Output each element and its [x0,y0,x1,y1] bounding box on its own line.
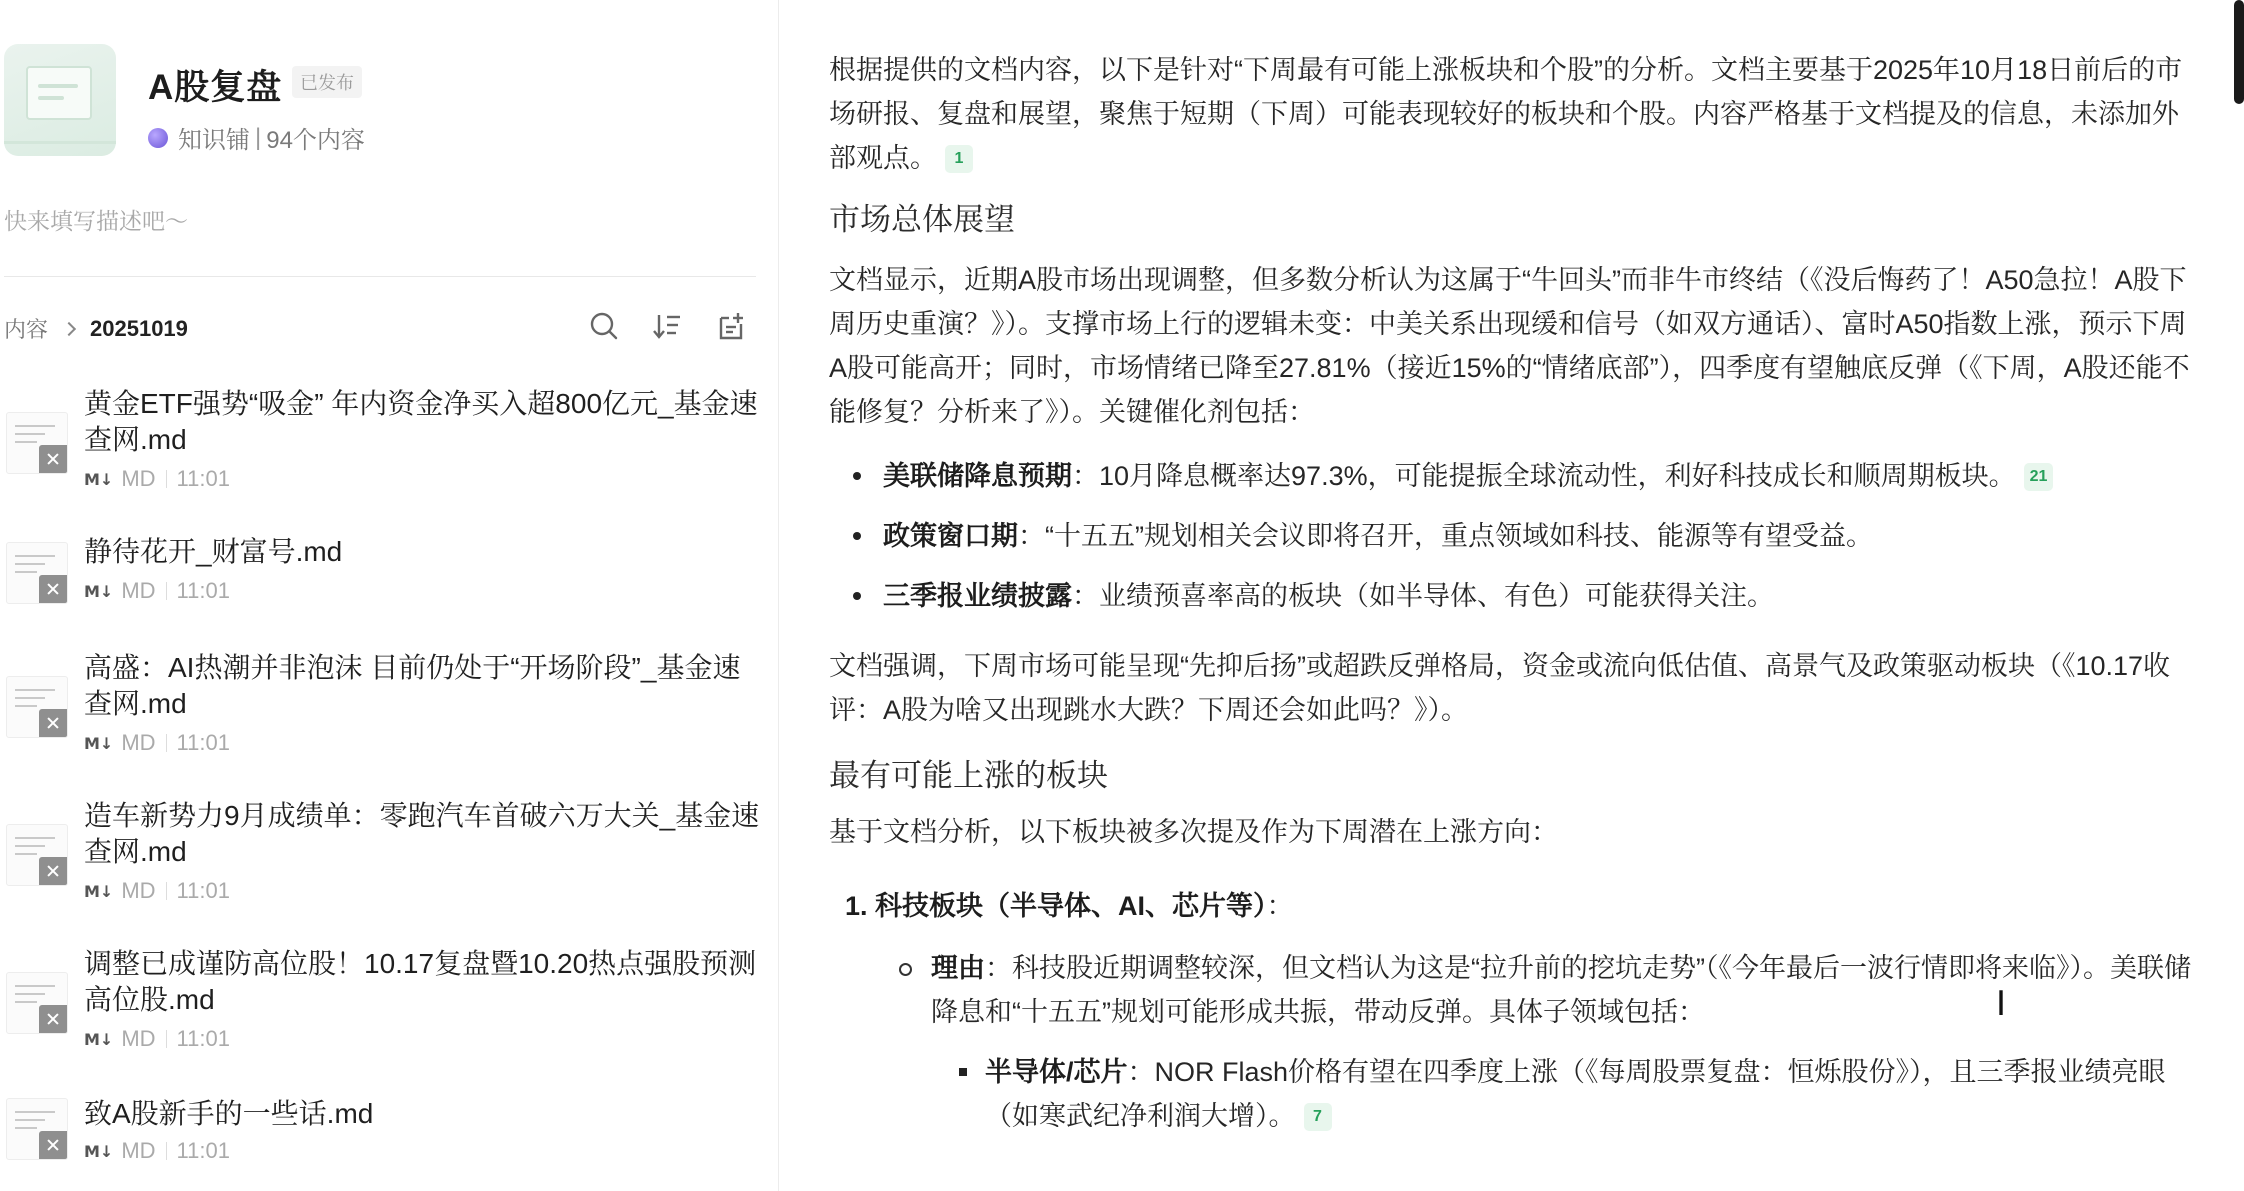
scrollbar[interactable] [2234,0,2244,104]
description-field[interactable]: 快来填写描述吧～ [4,208,188,234]
kb-meta: 知识铺 | 94个内容 [148,120,365,155]
file-type: MD [121,1138,156,1163]
file-meta [84,466,230,492]
file-name[interactable]: 高盛：AI热潮并非泡沫 目前仍处于“开场阶段”_基金速查网.md [84,652,741,719]
expand-icon [39,445,67,473]
citation-badge[interactable]: 21 [2024,463,2054,491]
kb-title[interactable]: A股复盘 [148,68,283,107]
knowledge-base-panel [0,0,779,1191]
text-cursor-icon: I [1996,984,2007,1024]
file-meta [84,1138,230,1164]
file-time: 11:01 [176,1138,230,1163]
markdown-icon: M↓ [84,1141,114,1161]
ordered-list-item: 1. 科技板块（半导体、AI、芯片等）： [845,891,1294,921]
avatar [148,128,168,148]
kb-cover-image [4,44,116,156]
status-badge: 已发布 [292,66,362,98]
bullet-list [829,454,2199,618]
search-icon[interactable] [588,310,620,342]
list-item: 三季报业绩披露：业绩预喜率高的板块（如半导体、有色）可能获得关注。 [829,574,2199,618]
file-name[interactable]: 调整已成谨防高位股！10.17复盘暨10.20热点强股预测高位股.md [84,948,757,1015]
breadcrumb-root[interactable]: 内容 [4,317,49,342]
file-type: MD [121,878,156,903]
list-item: 政策窗口期：“十五五”规划相关会议即将召开，重点领域如科技、能源等有望受益。 [829,514,2199,558]
markdown-icon: M↓ [84,881,114,901]
file-name[interactable]: 致A股新手的一些话.md [84,1098,374,1129]
document-icon [26,66,92,120]
file-meta [84,878,230,904]
file-name[interactable]: 静待花开_财富号.md [84,536,343,567]
file-meta [84,578,230,604]
file-time: 11:01 [176,578,230,603]
file-name[interactable]: 黄金ETF强势“吸金” 年内资金净买入超800亿元_基金速查网.md [84,388,758,455]
sub-sub-list-item: 半导体/芯片：NOR Flash价格有望在四季度上涨（《每周股票复盘：恒烁股份》），且三季报业绩亮眼（如寒武纪净利润大增）。 7 [829,1050,2199,1138]
citation-badge[interactable]: 7 [1304,1103,1332,1131]
file-thumbnail [6,824,68,886]
file-time: 11:01 [176,1026,230,1051]
file-name[interactable]: 造车新势力9月成绩单：零跑汽车首破六万大关_基金速查网.md [84,800,760,867]
file-time: 11:01 [176,730,230,755]
file-thumbnail [6,1098,68,1160]
markdown-icon: M↓ [84,581,114,601]
markdown-icon: M↓ [84,469,114,489]
sort-icon[interactable] [651,310,683,342]
file-time: 11:01 [176,466,230,491]
kb-count: 94个内容 [266,127,365,154]
paragraph: 文档强调，下周市场可能呈现“先抑后扬”或超跌反弹格局，资金或流向低估值、高景气及政策驱动板块（《10.17收评：A股为啥又出现跳水大跌？下周还会如此吗？》）。 [829,651,2171,725]
kb-owner[interactable]: 知识铺 [178,127,250,154]
breadcrumb-current: 20251019 [90,315,188,341]
file-thumbnail [6,412,68,474]
expand-icon [39,1131,67,1159]
file-thumbnail [6,972,68,1034]
paragraph: 文档显示，近期A股市场出现调整，但多数分析认为这属于“牛回头”而非牛市终结（《没后悔药了！A50急拉！A股下周历史重演？》）。支撑市场上行的逻辑未变：中美关系出现缓和信号（如双方通话）、富时A50指数上涨，预示下周A股可能高开；同时，市场情绪已降至27.81%（接近15%的“情绪底部”），四季度有望触底反弹（《下周，A股还能不能修复？分析来了》）。关键催化剂包括： [829,265,2190,427]
answer-content [829,48,2199,1138]
divider [4,276,756,277]
list-item: 美联储降息预期：10月降息概率达97.3%，可能提振全球流动性，利好科技成长和顺周期板块。 21 [829,454,2199,498]
intro-paragraph: 根据提供的文档内容，以下是针对“下周最有可能上涨板块和个股”的分析。文档主要基于2025年10月18日前后的市场研报、复盘和展望，聚焦于短期（下周）可能表现较好的板块和个股。内容严格基于文档提及的信息，未添加外部观点。 1 [829,55,2183,173]
citation-badge[interactable]: 1 [945,145,973,173]
expand-icon [39,1005,67,1033]
file-thumbnail [6,676,68,738]
section-heading: 市场总体展望 [829,202,1015,237]
chevron-right-icon [62,321,76,335]
file-type: MD [121,466,156,491]
paragraph: 基于文档分析，以下板块被多次提及作为下周潜在上涨方向： [829,817,1558,847]
answer-panel [780,0,2244,1191]
expand-icon [39,575,67,603]
file-type: MD [121,1026,156,1051]
file-time: 11:01 [176,878,230,903]
markdown-icon: M↓ [84,1029,114,1049]
file-meta [84,1026,230,1052]
breadcrumb [4,313,188,344]
file-meta [84,730,230,756]
section-heading: 最有可能上涨的板块 [829,758,1108,793]
expand-icon [39,709,67,737]
file-type: MD [121,578,156,603]
markdown-icon: M↓ [84,733,114,753]
expand-icon [39,857,67,885]
file-thumbnail [6,542,68,604]
file-type: MD [121,730,156,755]
add-file-icon[interactable] [715,310,747,342]
sub-list-item: 理由：科技股近期调整较深，但文档认为这是“拉升前的挖坑走势”（《今年最后一波行情即将来临》）。美联储降息和“十五五”规划可能形成共振，带动反弹。具体子领域包括： [829,946,2199,1034]
